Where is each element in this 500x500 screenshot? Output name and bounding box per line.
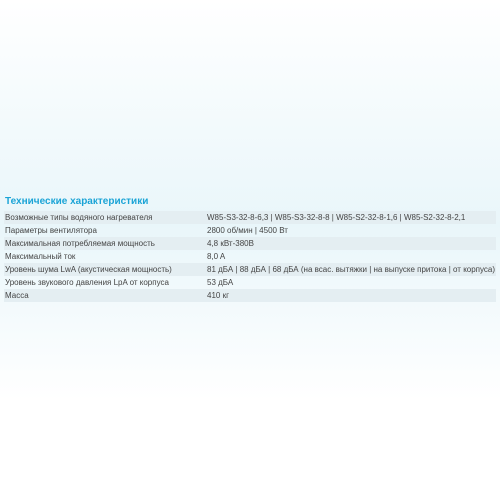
table-row (4, 263, 496, 276)
specs-table (4, 211, 496, 302)
spec-value: 2800 об/мин | 4500 Вт (207, 226, 288, 235)
spec-value: 81 дБА | 88 дБА | 68 дБА (на всас. вытяжки | на выпуске притока | от корпуса) (207, 265, 496, 274)
spec-value: W85-S3-32-8-6,3 | W85-S3-32-8-8 | W85-S2-32-8-1,6 | W85-S2-32-8-2,1 (207, 213, 466, 222)
spec-label: Уровень шума LwA (акустическая мощность) (5, 265, 172, 274)
spec-label: Параметры вентилятора (5, 226, 97, 235)
spec-value: 410 кг (207, 291, 229, 300)
spec-label: Максимальная потребляемая мощность (5, 239, 155, 248)
spec-label: Масса (5, 291, 29, 300)
spec-label: Уровень звукового давления LpA от корпуса (5, 278, 169, 287)
table-row (4, 289, 496, 302)
spec-value: 4,8 кВт-380В (207, 239, 254, 248)
table-row (4, 276, 496, 289)
table-row (4, 250, 496, 263)
specs-title: Технические характеристики (5, 196, 149, 207)
specs-section (4, 195, 496, 302)
spec-label: Максимальный ток (5, 252, 76, 261)
table-row (4, 211, 496, 224)
spec-value: 53 дБА (207, 278, 234, 287)
spec-value: 8,0 A (207, 252, 226, 261)
spec-label: Возможные типы водяного нагревателя (5, 213, 153, 222)
table-row (4, 237, 496, 250)
table-row (4, 224, 496, 237)
